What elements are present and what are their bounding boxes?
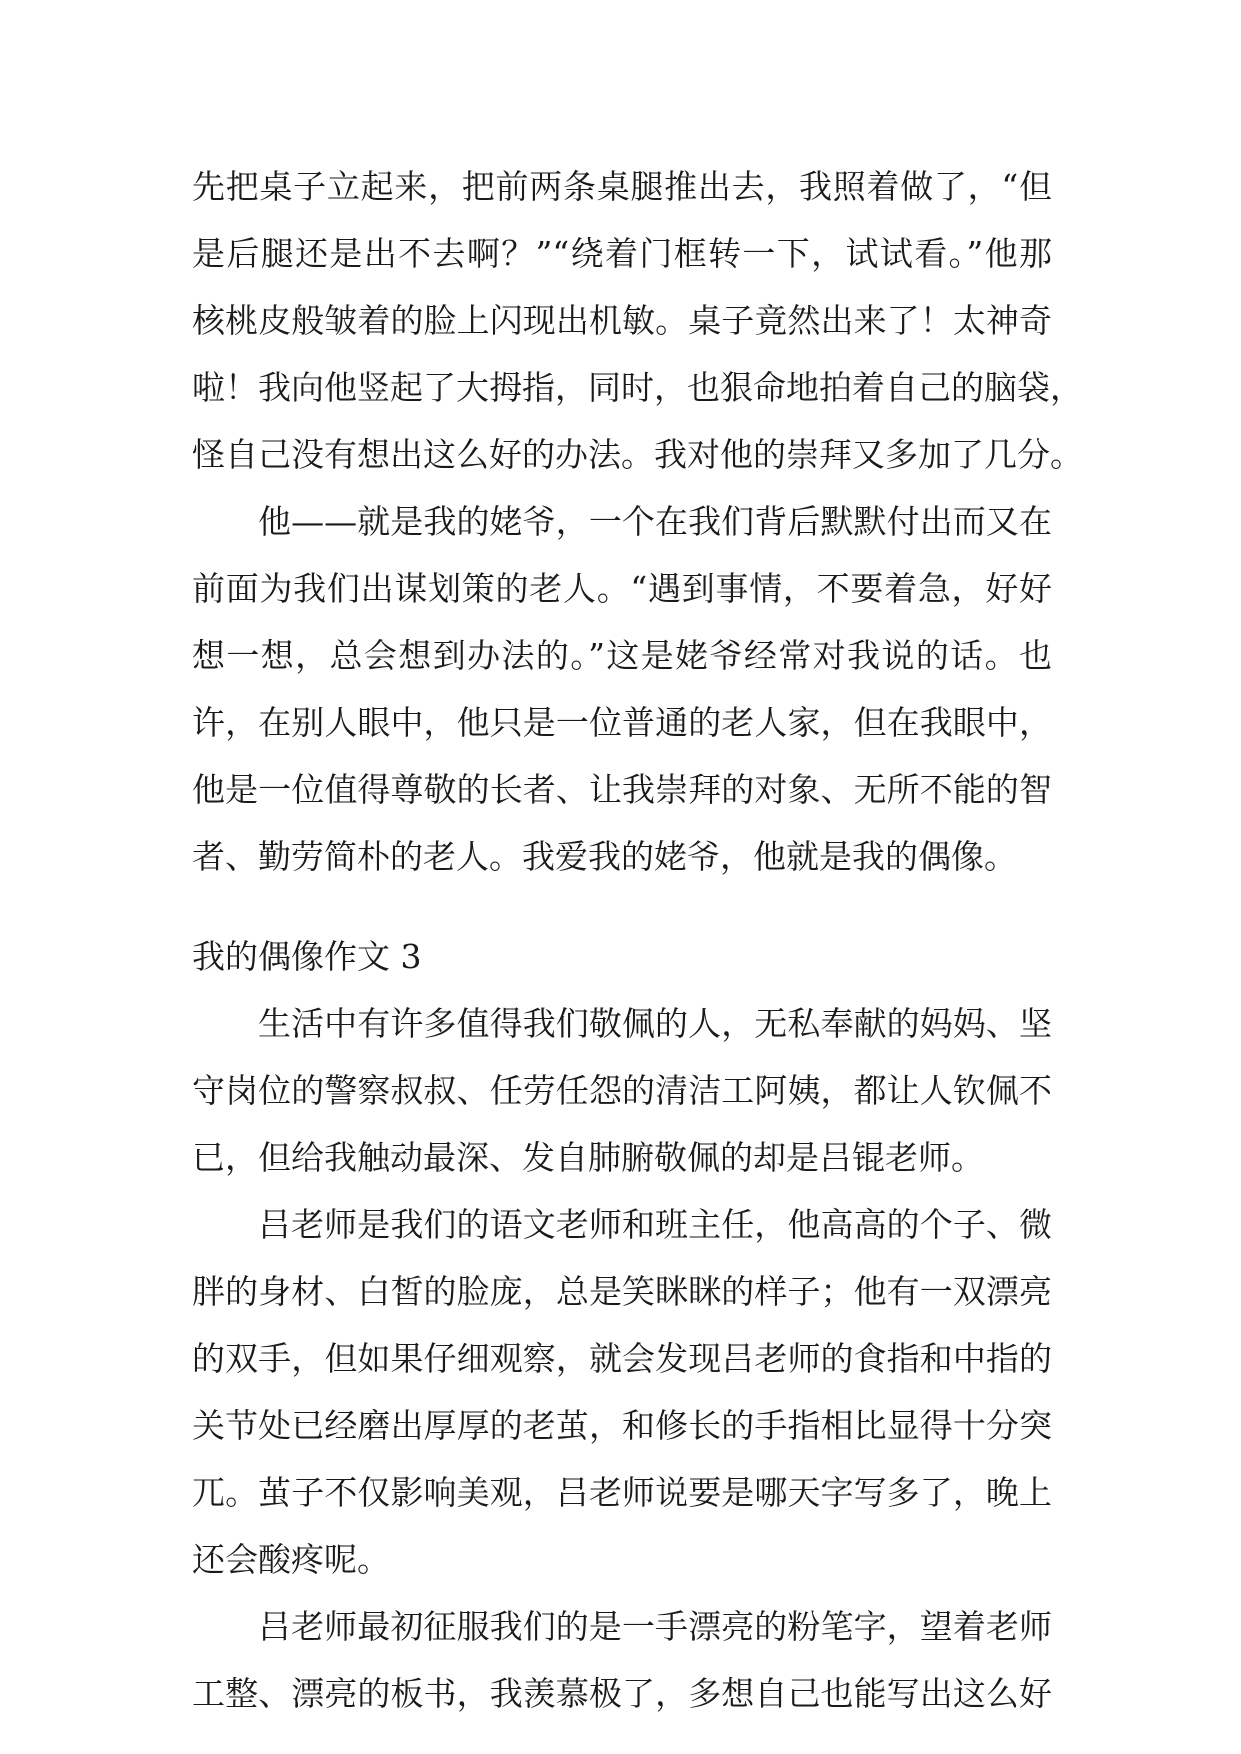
text-line: 还会酸疼呢。 — [192, 1540, 390, 1579]
section-heading: 我的偶像作文 3 — [192, 937, 422, 976]
paragraph — [192, 497, 1052, 882]
text-line: 的双手，但如果仔细观察，就会发现吕老师的食指和中指的 — [192, 1339, 1052, 1378]
text-line: 他是一位值得尊敬的长者、让我崇拜的对象、无所不能的智 — [192, 770, 1052, 809]
text-line: 者、勤劳简朴的老人。我爱我的姥爷，他就是我的偶像。 — [192, 837, 1017, 876]
text-line: 生活中有许多值得我们敬佩的人，无私奉献的妈妈、坚 — [258, 1004, 1052, 1043]
text-line: 关节处已经磨出厚厚的老茧，和修长的手指相比显得十分突 — [192, 1406, 1052, 1445]
text-line: 胖的身材、白皙的脸庞，总是笑眯眯的样子；他有一双漂亮 — [192, 1272, 1052, 1311]
text-line: 啦！我向他竖起了大拇指，同时，也狠命地拍着自己的脑袋， — [192, 368, 1083, 407]
text-line: 许，在别人眼中，他只是一位普通的老人家，但在我眼中， — [192, 703, 1052, 742]
text-line: 前面为我们出谋划策的老人。“遇到事情，不要着急，好好 — [192, 569, 1052, 608]
text-line: 是后腿还是出不去啊？”“绕着门框转一下，试试看。”他那 — [192, 234, 1052, 273]
text-line: 吕老师是我们的语文老师和班主任，他高高的个子、微 — [258, 1205, 1052, 1244]
text-line: 他——就是我的姥爷，一个在我们背后默默付出而又在 — [258, 502, 1052, 541]
text-line: 已，但给我触动最深、发自肺腑敬佩的却是吕锟老师。 — [192, 1138, 984, 1177]
paragraph — [192, 999, 1052, 1183]
paragraph — [192, 1602, 1052, 1719]
text-line: 核桃皮般皱着的脸上闪现出机敏。桌子竟然出来了！太神奇 — [192, 301, 1052, 340]
text-line: 先把桌子立起来，把前两条桌腿推出去，我照着做了，“但 — [192, 167, 1052, 206]
text-line: 守岗位的警察叔叔、任劳任怨的清洁工阿姨，都让人钦佩不 — [192, 1071, 1052, 1110]
text-line: 吕老师最初征服我们的是一手漂亮的粉笔字，望着老师 — [258, 1607, 1052, 1646]
text-line: 工整、漂亮的板书，我羡慕极了，多想自己也能写出这么好 — [192, 1674, 1052, 1713]
paragraph — [192, 1200, 1052, 1585]
document-body — [192, 162, 1083, 1736]
text-line: 想一想，总会想到办法的。”这是姥爷经常对我说的话。也 — [192, 636, 1052, 675]
text-line: 怪自己没有想出这么好的办法。我对他的崇拜又多加了几分。 — [192, 435, 1083, 474]
text-line: 兀。茧子不仅影响美观，吕老师说要是哪天字写多了，晚上 — [192, 1473, 1052, 1512]
paragraph — [192, 162, 1083, 480]
